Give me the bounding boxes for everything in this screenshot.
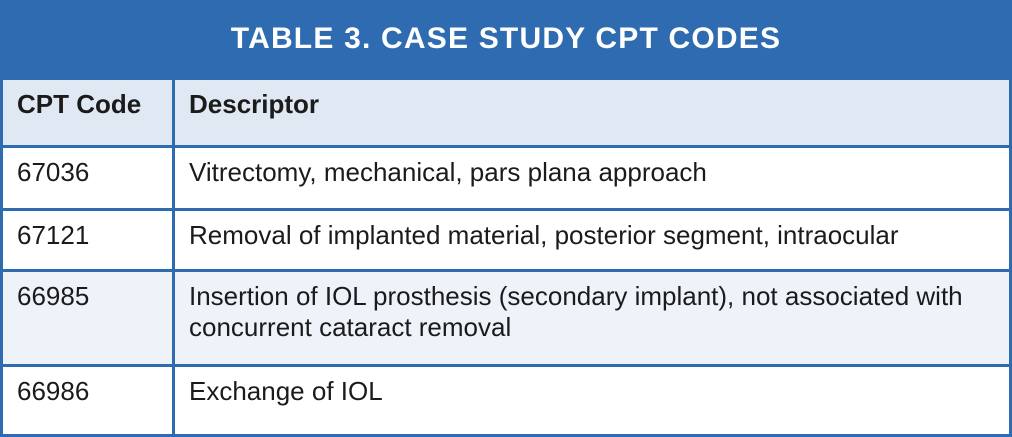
table-row [3, 208, 1009, 269]
table-title: TABLE 3. CASE STUDY CPT CODES [3, 3, 1009, 77]
cell-descriptor: Exchange of IOL [189, 376, 383, 406]
cell-descriptor: Insertion of IOL prosthesis (secondary implant), not associated with concurrent cataract removal [189, 281, 963, 342]
table-row [3, 145, 1009, 208]
cell-cpt-code: 66985 [3, 272, 175, 364]
cell-cpt-code: 67121 [3, 211, 175, 269]
cell-descriptor: Vitrectomy, mechanical, pars plana approach [189, 157, 707, 187]
cell-cpt-code: 67036 [3, 148, 175, 208]
table-row [3, 269, 1009, 364]
column-header-cpt-code: CPT Code [3, 80, 175, 145]
table-header-row [3, 77, 1009, 145]
cell-cpt-code: 66986 [3, 367, 175, 434]
cell-descriptor: Removal of implanted material, posterior segment, intraocular [189, 220, 899, 250]
column-header-descriptor: Descriptor [189, 89, 320, 119]
table-row [3, 364, 1009, 434]
